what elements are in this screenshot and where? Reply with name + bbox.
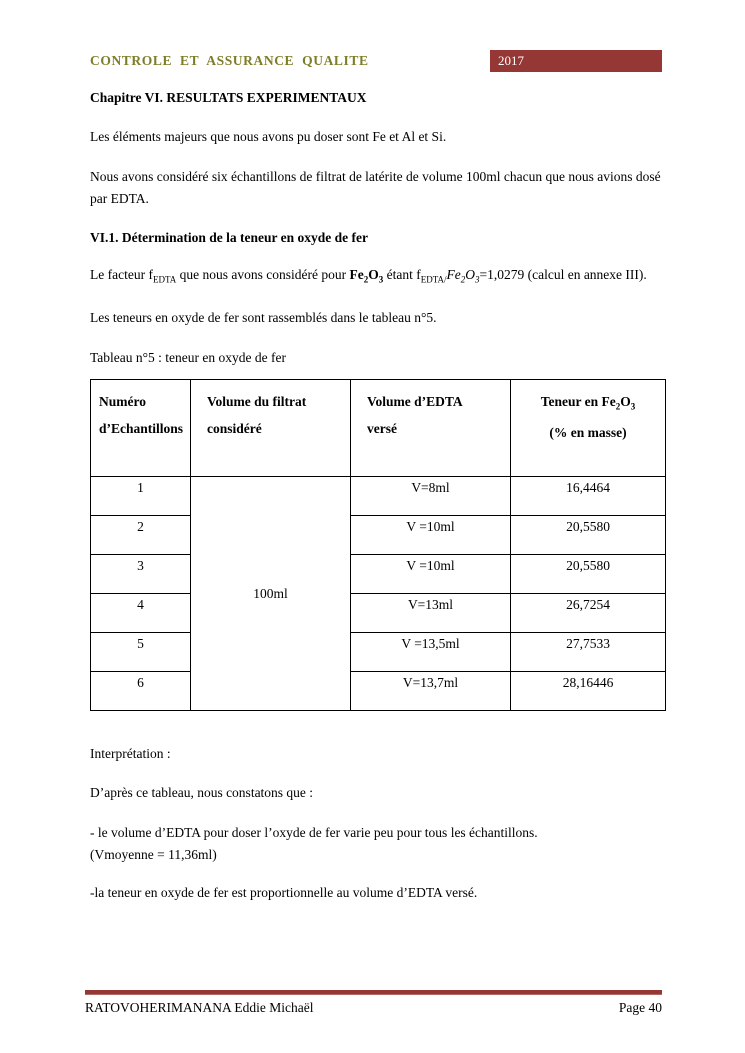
results-table xyxy=(90,379,666,711)
header-cell-filtrat xyxy=(191,380,351,477)
header-cell-numero xyxy=(91,380,191,477)
fe2o3-sub-3: 3 xyxy=(378,274,384,285)
cell-edta-volume: V=13ml xyxy=(351,594,511,633)
interpretation-heading: Interprétation : xyxy=(90,746,171,762)
header-teneur-line1 xyxy=(515,388,661,415)
cell-teneur-value: 28,16446 xyxy=(511,672,666,711)
cell-sample-number: 1 xyxy=(91,477,191,516)
header-filtrat-line2: considéré xyxy=(207,421,262,437)
cell-sample-number: 2 xyxy=(91,516,191,555)
fe2o3-sub-2: 2 xyxy=(363,274,369,285)
cell-sample-number: 4 xyxy=(91,594,191,633)
header-edta-line1: Volume d’EDTA xyxy=(367,394,463,410)
cell-teneur-value: 20,5580 xyxy=(511,516,666,555)
fe2o3-it-sub-3: 3 xyxy=(474,274,480,285)
header-teneur-o: O xyxy=(620,394,631,410)
table-header-row xyxy=(91,380,666,477)
page-footer xyxy=(85,990,662,1016)
cell-edta-volume: V =13,5ml xyxy=(351,633,511,672)
cell-teneur-value: 20,5580 xyxy=(511,555,666,594)
factor-text-4: =1,0279 (calcul en annexe III). xyxy=(479,266,647,282)
fe2o3-italic xyxy=(446,266,480,285)
footer-page-number: Page 40 xyxy=(618,1000,662,1015)
header-title: CONTROLE ET ASSURANCE QUALITE xyxy=(90,53,369,68)
table-row xyxy=(91,477,666,516)
header-teneur-sub2: 2 xyxy=(615,401,621,412)
interpretation-point-1 xyxy=(90,822,662,866)
cell-edta-volume: V =10ml xyxy=(351,555,511,594)
cell-sample-number: 5 xyxy=(91,633,191,672)
header-teneur-sub3: 3 xyxy=(630,401,636,412)
chapter-heading: Chapitre VI. RESULTATS EXPERIMENTAUX xyxy=(90,90,367,105)
cell-sample-number: 3 xyxy=(91,555,191,594)
paragraph-teneurs: Les teneurs en oxyde de fer sont rassemblés dans le tableau n°5. xyxy=(90,310,437,326)
fe2o3-fe: Fe xyxy=(349,266,364,282)
header-numero-line1: Numéro xyxy=(99,394,146,410)
table-row xyxy=(91,633,666,672)
paragraph-elements: Les éléments majeurs que nous avons pu doser sont Fe et Al et Si. xyxy=(90,129,447,144)
table-caption: Tableau n°5 : teneur en oxyde de fer xyxy=(90,350,286,366)
header-numero-line2: d’Echantillons xyxy=(99,421,184,437)
header-teneur-line2: (% en masse) xyxy=(549,425,627,441)
fe2o3-it-fe: Fe xyxy=(446,266,461,282)
factor-subscript-edta-slash: EDTA/ xyxy=(420,274,447,285)
cell-sample-number: 6 xyxy=(91,672,191,711)
header-edta-line2: versé xyxy=(367,421,397,437)
table-row xyxy=(91,594,666,633)
header-cell-teneur xyxy=(511,380,666,477)
factor-subscript-edta: EDTA xyxy=(152,274,177,285)
interpretation-point1-line2: (Vmoyenne = 11,36ml) xyxy=(90,846,217,862)
table-row xyxy=(91,672,666,711)
fe2o3-o: O xyxy=(368,266,379,282)
footer-rule xyxy=(85,990,662,995)
fe2o3-bold xyxy=(349,266,384,285)
header-teneur-pre: Teneur en Fe xyxy=(540,394,616,410)
cell-edta-volume: V =10ml xyxy=(351,516,511,555)
fe2o3-it-o: O xyxy=(465,266,475,282)
header-cell-edta xyxy=(351,380,511,477)
factor-text-2: que nous avons considéré pour xyxy=(176,266,350,282)
fe2o3-it-sub-2: 2 xyxy=(460,274,466,285)
header-filtrat-line1: Volume du filtrat xyxy=(207,394,307,410)
cell-teneur-value: 26,7254 xyxy=(511,594,666,633)
cell-teneur-value: 16,4464 xyxy=(511,477,666,516)
page-header xyxy=(90,50,662,72)
cell-filtrat-volume: 100ml xyxy=(191,477,351,711)
interpretation-point1-line1: - le volume d’EDTA pour doser l’oxyde de fer varie peu pour tous les échantillons. xyxy=(90,824,538,840)
cell-edta-volume: V=8ml xyxy=(351,477,511,516)
footer-text-row xyxy=(85,1000,662,1016)
cell-edta-volume: V=13,7ml xyxy=(351,672,511,711)
year-badge: 2017 xyxy=(490,50,662,72)
paragraph-samples: Nous avons considéré six échantillons de filtrat de latérite de volume 100ml chacun que nous avions dosé par EDTA. xyxy=(90,168,661,206)
paragraph-factor xyxy=(90,264,662,286)
interpretation-intro: D’après ce tableau, nous constatons que : xyxy=(90,785,314,801)
cell-teneur-value: 27,7533 xyxy=(511,633,666,672)
factor-text-1: Le facteur f xyxy=(90,266,153,282)
footer-author: RATOVOHERIMANANA Eddie Michaël xyxy=(85,1000,314,1015)
table-row xyxy=(91,516,666,555)
section-heading: VI.1. Détermination de la teneur en oxyde de fer xyxy=(90,229,368,245)
interpretation-point-2: -la teneur en oxyde de fer est proportionnelle au volume d’EDTA versé. xyxy=(90,884,478,900)
factor-text-3: étant f xyxy=(383,266,421,282)
table-row xyxy=(91,555,666,594)
